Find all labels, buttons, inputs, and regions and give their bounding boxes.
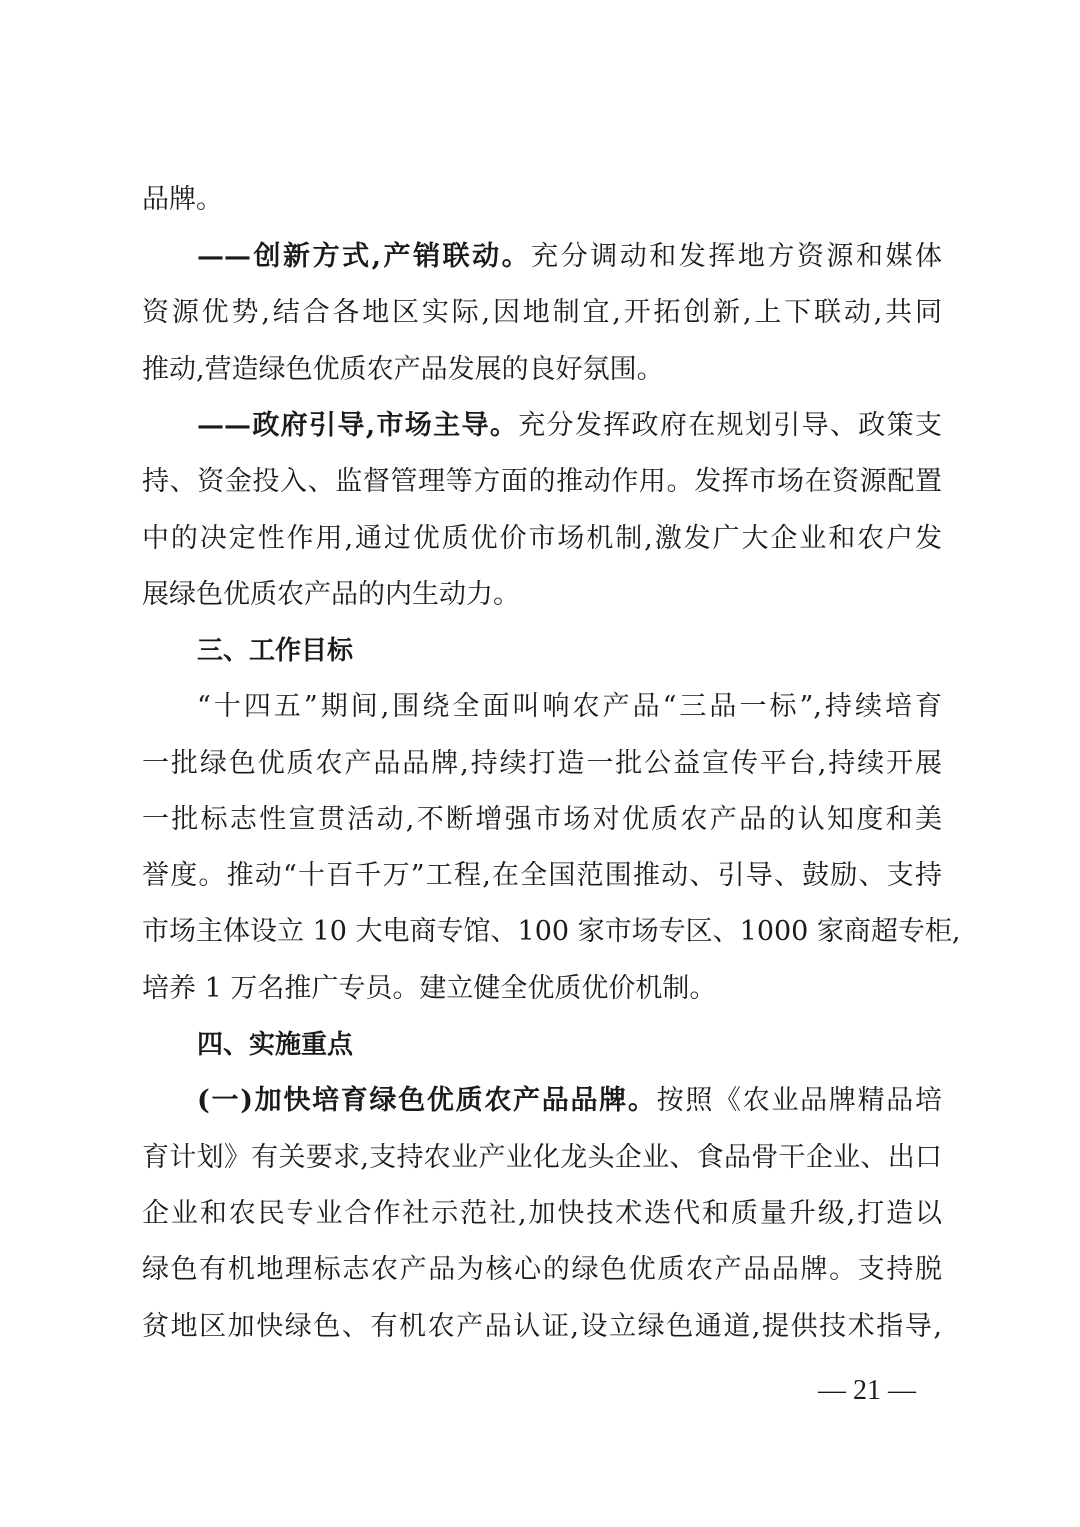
text-line: 一批绿色优质农产品品牌,持续打造一批公益宣传平台,持续开展 — [142, 748, 942, 779]
text-line: 贫地区加快绿色、有机农产品认证,设立绿色通道,提供技术指导, — [142, 1311, 942, 1342]
text-line: 培养 1 万名推广专员。建立健全优质优价机制。 — [142, 973, 717, 1004]
paragraph-lead-bold: ——政府引导,市场主导。 — [197, 410, 519, 441]
text-line: 资源优势,结合各地区实际,因地制宜,开拓创新,上下联动,共同 — [142, 297, 942, 328]
paragraph-lead-bold: ——创新方式,产销联动。 — [197, 241, 532, 272]
section-heading-key-points: 四、实施重点 — [197, 1030, 354, 1060]
page-number: — 21 — — [818, 1375, 916, 1406]
text-line: 中的决定性作用,通过优质优价市场机制,激发广大企业和农户发 — [142, 523, 942, 554]
paragraph-innovation-first-line: ——创新方式,产销联动。充分调动和发挥地方资源和媒体 — [197, 241, 942, 272]
text-line: 企业和农民专业合作社示范社,加快技术迭代和质量升级,打造以 — [142, 1198, 942, 1229]
text-line: “十四五”期间,围绕全面叫响农产品“三品一标”,持续培育 — [197, 691, 942, 722]
text-line: 市场主体设立 10 大电商专馆、100 家市场专区、1000 家商超专柜, — [142, 916, 961, 947]
section-heading-work-goals: 三、工作目标 — [197, 636, 354, 666]
text-line: 推动,营造绿色优质农产品发展的良好氛围。 — [142, 354, 664, 385]
text-line: 一批标志性宣贯活动,不断增强市场对优质农产品的认知度和美 — [142, 804, 942, 835]
text-line: 育计划》有关要求,支持农业产业化龙头企业、食品骨干企业、出口 — [142, 1142, 942, 1173]
text-line: 展绿色优质农产品的内生动力。 — [142, 579, 520, 610]
text-line: 持、资金投入、监督管理等方面的推动作用。发挥市场在资源配置 — [142, 466, 942, 497]
paragraph-lead-bold: (一)加快培育绿色优质农产品品牌。 — [197, 1085, 657, 1116]
text-line: 绿色有机地理标志农产品为核心的绿色优质农产品品牌。支持脱 — [142, 1254, 942, 1285]
text-line: 品牌。 — [142, 184, 223, 215]
text-line: 誉度。推动“十百千万”工程,在全国范围推动、引导、鼓励、支持 — [142, 860, 942, 891]
paragraph-brands-first-line: (一)加快培育绿色优质农产品品牌。按照《农业品牌精品培 — [197, 1085, 942, 1116]
paragraph-government-first-line: ——政府引导,市场主导。充分发挥政府在规划引导、政策支 — [197, 410, 942, 441]
